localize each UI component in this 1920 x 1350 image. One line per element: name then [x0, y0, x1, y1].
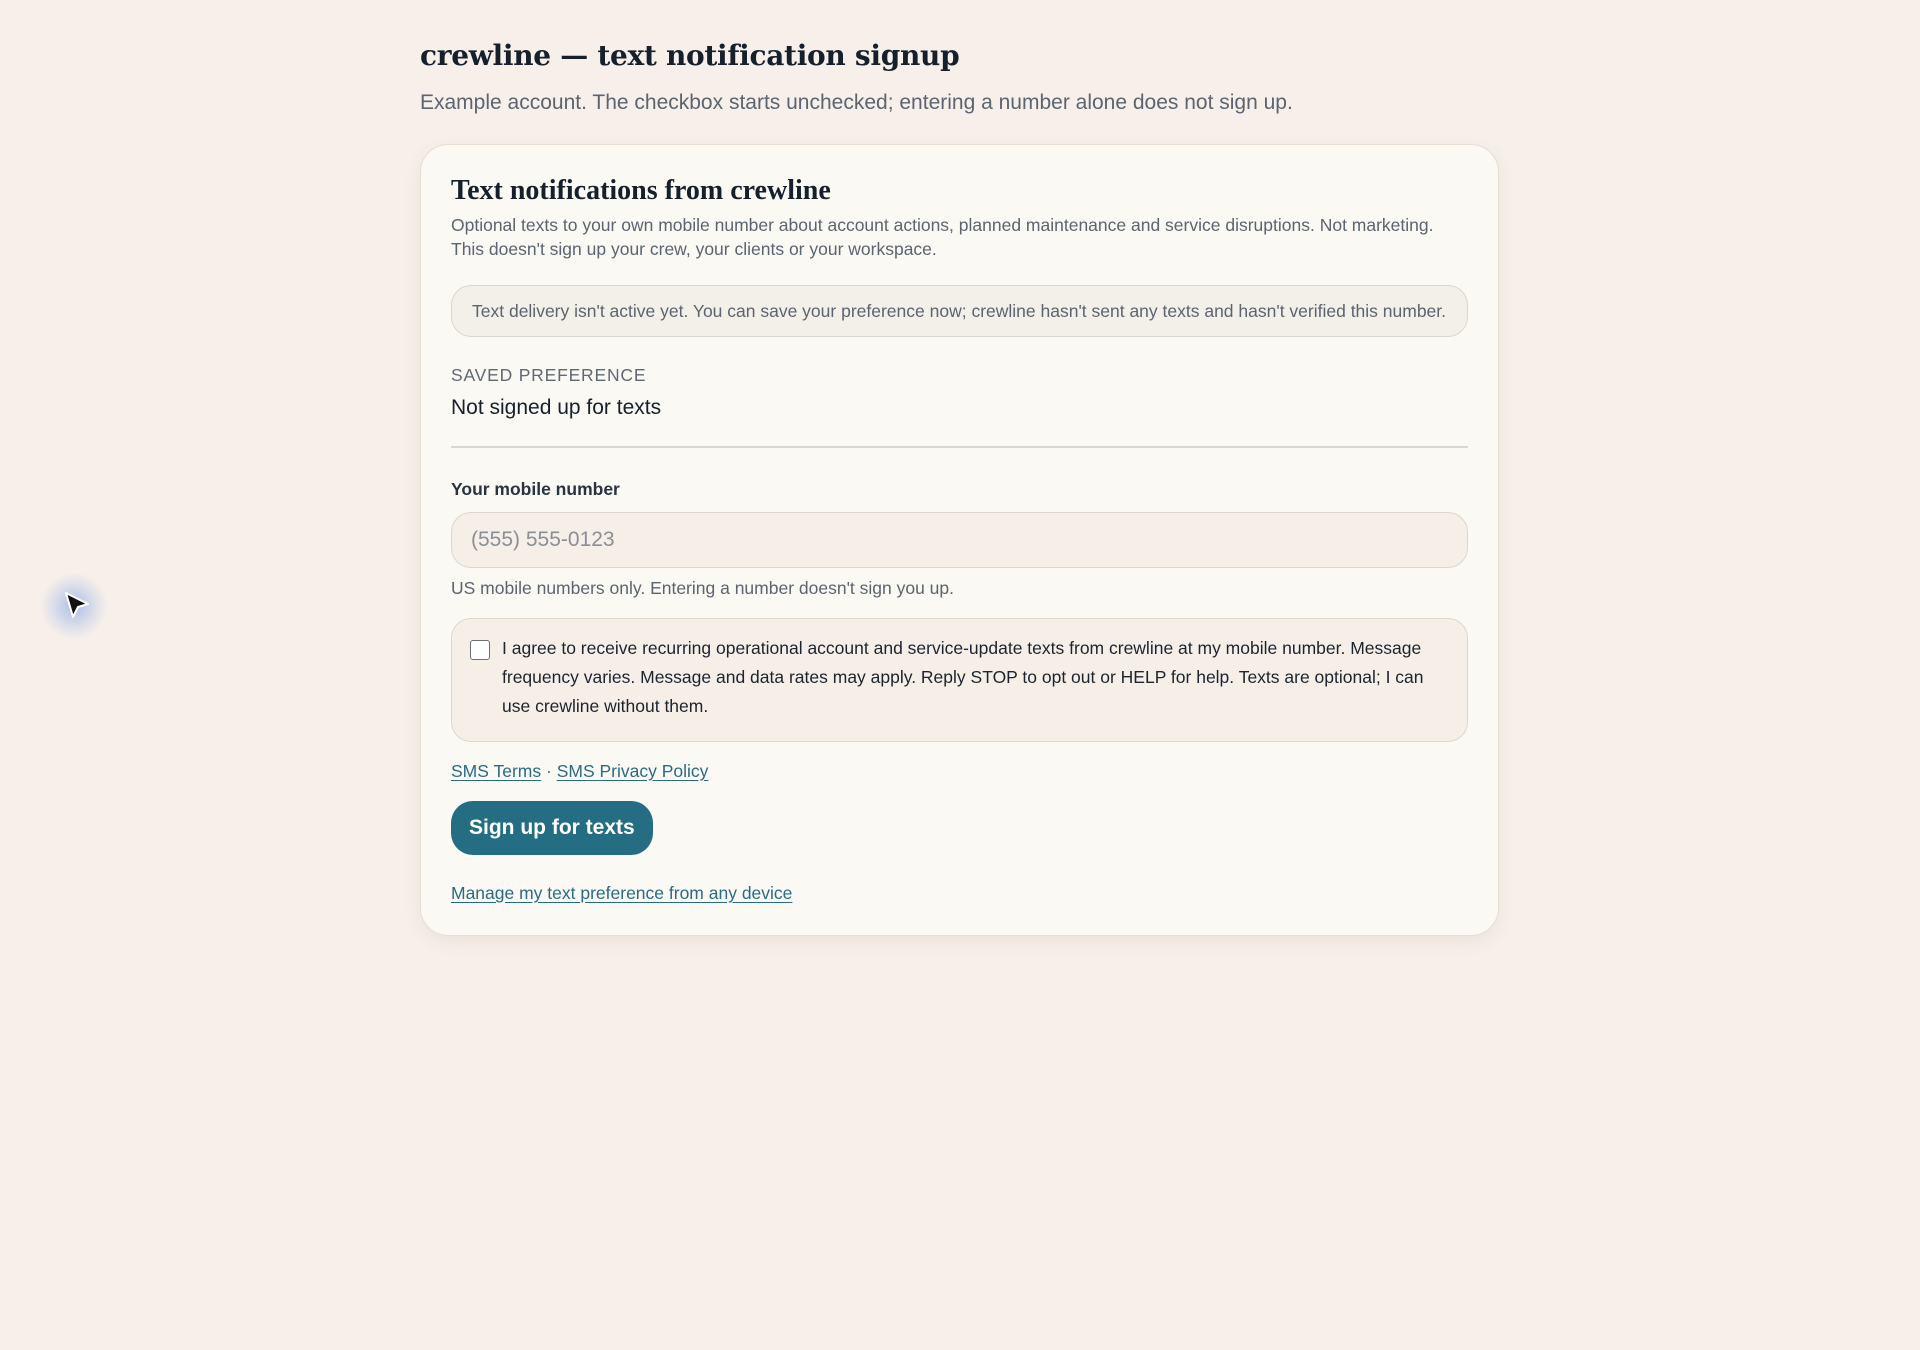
card-title: Text notifications from crewline — [451, 175, 831, 206]
consent-checkbox[interactable] — [470, 640, 490, 660]
manage-preference-link[interactable]: Manage my text preference from any device — [451, 883, 793, 903]
signup-card — [420, 144, 1499, 936]
sms-privacy-policy-link[interactable]: SMS Privacy Policy — [556, 761, 709, 781]
manage-link-wrapper — [451, 881, 1468, 905]
card-description: Optional texts to your own mobile number about account actions, planned maintenance and service disruptions. Not marketing. This doesn't sign up your crew, your clients or your workspace. — [451, 215, 1434, 259]
phone-number-input[interactable] — [451, 512, 1468, 568]
saved-preference-label: SAVED PREFERENCE — [451, 365, 647, 385]
link-separator: · — [545, 761, 552, 781]
sms-links — [451, 759, 1468, 783]
delivery-notice: Text delivery isn't active yet. You can save your preference now; crewline hasn't sent any texts and hasn't verified this number. — [451, 285, 1468, 337]
divider — [451, 446, 1468, 448]
mouse-pointer-icon — [62, 590, 92, 624]
phone-field-label: Your mobile number — [451, 479, 620, 499]
sms-terms-link[interactable]: SMS Terms — [451, 761, 542, 781]
consent-box — [451, 618, 1468, 742]
sign-up-for-texts-button[interactable]: Sign up for texts — [451, 801, 653, 855]
page-subtitle: Example account. The checkbox starts unchecked; entering a number alone does not sign up. — [420, 91, 1293, 114]
page-title: crewline — text notification signup — [420, 39, 960, 72]
page-container — [420, 38, 1500, 936]
consent-text: I agree to receive recurring operational account and service-update texts from crewline at my mobile number. Message frequency varies. Message and data rates may apply. Reply STOP to opt out or HELP for help. Texts are optional; I can use crewline without them. — [502, 638, 1424, 716]
saved-preference-value: Not signed up for texts — [451, 396, 662, 419]
cursor-arrow-icon — [62, 590, 92, 624]
phone-field-help: US mobile numbers only. Entering a number doesn't sign you up. — [451, 578, 955, 598]
